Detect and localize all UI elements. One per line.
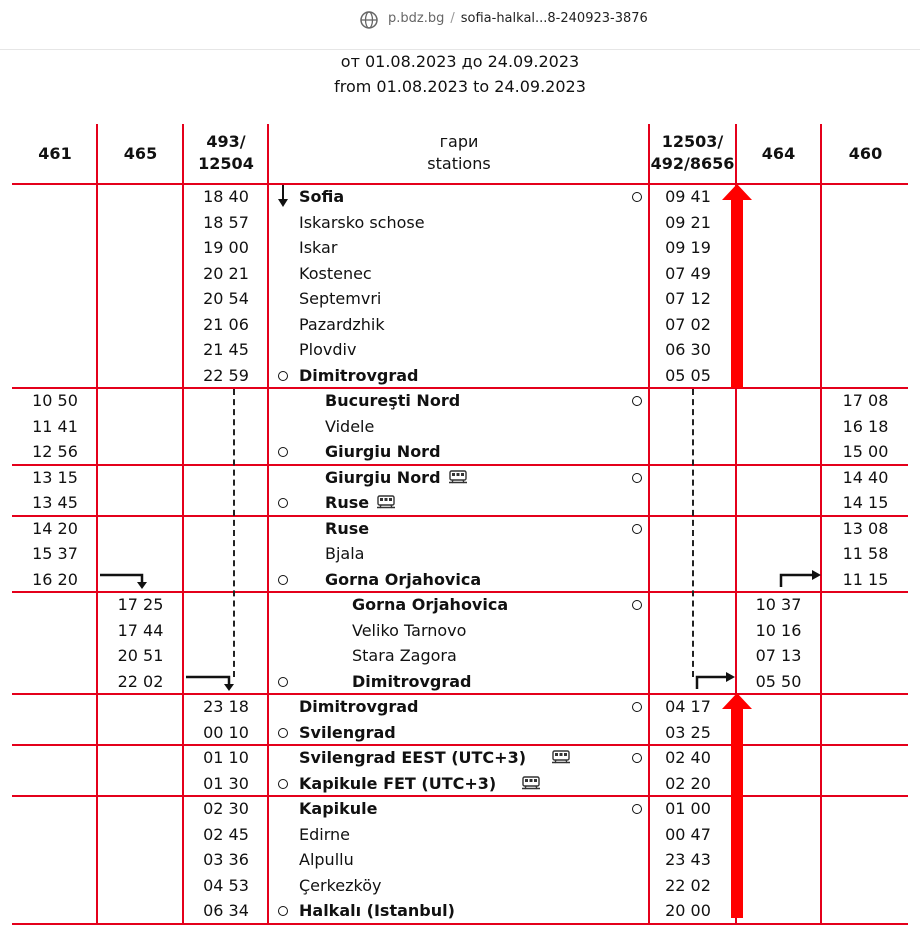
time-c464: 10 37: [755, 595, 802, 614]
station-label: Iskar: [299, 238, 338, 257]
stop-circle-icon: [278, 677, 288, 687]
down-arrow-icon: [276, 184, 290, 208]
station-name: [299, 720, 396, 745]
time-c465: 20 51: [117, 646, 164, 665]
stop-circle-icon: [632, 753, 642, 763]
dashed-connector: [233, 389, 235, 677]
train-icon: [449, 466, 467, 480]
stop-circle-icon: [632, 804, 642, 814]
url-path: sofia-halkal...8-240923-3876: [460, 11, 648, 26]
col-head-465: 465: [123, 144, 158, 163]
col-head-461: 461: [38, 144, 72, 163]
station-name: [299, 210, 425, 235]
station-name: [325, 516, 369, 541]
time-c493: 21 06: [203, 314, 249, 334]
time-c12503: 06 30: [665, 340, 711, 359]
station-name: [352, 592, 508, 617]
station-name: [352, 643, 457, 668]
dashed-connector: [692, 389, 694, 677]
stop-circle-icon: [632, 192, 642, 202]
time-c12503: 07 49: [665, 263, 711, 283]
column-rule: [267, 124, 269, 924]
time-c465: 22 02: [117, 671, 164, 691]
station-name: [299, 337, 356, 362]
station-name: [325, 439, 441, 464]
time-c493: 20 54: [203, 289, 249, 308]
time-c493: 23 18: [203, 697, 249, 716]
station-label: Gorna Orjahovica: [325, 569, 482, 589]
station-label: Dimitrovgrad: [352, 671, 472, 691]
station-label: Kapikule: [299, 799, 378, 818]
stop-circle-icon: [632, 702, 642, 712]
time-c12503: 05 05: [665, 365, 711, 385]
time-c464: 07 13: [755, 646, 802, 665]
station-name: [325, 465, 467, 490]
stop-circle-icon: [632, 524, 642, 534]
station-label: Stara Zagora: [352, 646, 457, 665]
time-c12503: 09 19: [665, 238, 711, 257]
stop-circle-icon: [632, 473, 642, 483]
time-c460: 14 15: [842, 493, 889, 512]
station-name: [325, 490, 395, 515]
time-c12503: 20 00: [665, 901, 711, 920]
row-group-rule: [12, 923, 908, 925]
time-c12503: 22 02: [665, 875, 711, 895]
col-head-stations: [270, 131, 648, 175]
time-c493: 06 34: [203, 901, 249, 920]
station-label: Alpullu: [299, 850, 354, 869]
time-c461: 14 20: [32, 518, 78, 538]
station-label: Giurgiu Nord: [325, 442, 441, 461]
col-head-stations-bg: гари: [439, 132, 479, 151]
globe-icon: [358, 9, 380, 31]
time-c493: 01 30: [203, 773, 249, 793]
time-c460: 11 15: [842, 569, 889, 589]
station-name: [325, 388, 460, 413]
time-c460: 16 18: [842, 416, 889, 436]
time-c461: 10 50: [32, 391, 78, 410]
transfer-arrow-icon: [99, 571, 149, 591]
col-head-12503-line1: 12503/: [661, 132, 724, 151]
time-c460: 14 40: [842, 467, 889, 487]
time-c493: 01 10: [203, 748, 249, 767]
station-name: [299, 771, 540, 796]
time-c493: 02 30: [203, 799, 249, 818]
station-label: Gorna Orjahovica: [352, 595, 509, 614]
station-name: [325, 567, 481, 592]
time-c12503: 07 02: [665, 314, 711, 334]
time-c12503: 07 12: [665, 289, 711, 308]
direction-arrow-icon: [721, 693, 753, 918]
time-c12503: 00 47: [665, 824, 711, 844]
stop-circle-icon: [278, 498, 288, 508]
station-label: Halkalı (Istanbul): [299, 901, 455, 920]
col-head-460: 460: [848, 144, 883, 163]
url-text[interactable]: [388, 11, 648, 26]
station-label: Dimitrovgrad: [299, 697, 419, 716]
station-label: Ruse: [325, 518, 370, 538]
station-label: Kapikule FET (UTC+3): [299, 773, 497, 793]
time-c461: 12 56: [32, 442, 78, 461]
time-c493: 02 45: [203, 824, 249, 844]
station-name: [299, 286, 381, 311]
column-rule: [648, 124, 650, 924]
station-name: [352, 669, 471, 694]
station-label: Veliko Tarnovo: [352, 620, 467, 640]
col-head-12503: [650, 131, 735, 175]
station-label: Svilengrad: [299, 722, 396, 742]
time-c493: 18 57: [203, 212, 249, 232]
time-c461: 16 20: [32, 569, 78, 589]
time-c465: 17 25: [117, 595, 164, 614]
station-name: [299, 796, 378, 821]
station-name: [299, 822, 350, 847]
stop-circle-icon: [278, 575, 288, 585]
station-label: Bjala: [325, 544, 365, 563]
time-c12503: 02 20: [665, 773, 711, 793]
column-rule: [820, 124, 822, 924]
train-icon: [377, 491, 395, 505]
station-label: Edirne: [299, 824, 350, 844]
time-c493: 21 45: [203, 340, 249, 359]
time-c493: 20 21: [203, 263, 249, 283]
time-c493: 03 36: [203, 850, 249, 869]
station-label: Ruse: [325, 493, 370, 512]
row-group-rule: [12, 515, 908, 517]
stop-circle-icon: [278, 728, 288, 738]
time-c460: 17 08: [842, 391, 889, 410]
col-head-493-line2: 12504: [198, 154, 254, 173]
station-name: [299, 745, 570, 770]
station-label: Bucureşti Nord: [325, 391, 461, 410]
row-group-rule: [12, 183, 908, 185]
time-c12503: 04 17: [665, 697, 711, 716]
col-head-stations-en: stations: [427, 154, 491, 173]
time-c12503: 09 41: [665, 187, 711, 206]
url-separator: /: [450, 11, 455, 26]
stop-circle-icon: [632, 600, 642, 610]
station-label: Pazardzhik: [299, 314, 385, 334]
column-rule: [182, 124, 184, 924]
stop-circle-icon: [278, 371, 288, 381]
col-head-493: [185, 131, 267, 175]
station-label: Svilengrad EEST (UTC+3): [299, 748, 527, 767]
time-c461: 13 15: [32, 467, 78, 487]
station-name: [325, 414, 374, 439]
station-label: Iskarsko schose: [299, 212, 425, 232]
stop-circle-icon: [632, 396, 642, 406]
station-name: [299, 261, 372, 286]
transfer-arrow-icon: [694, 672, 738, 690]
stop-circle-icon: [278, 779, 288, 789]
time-c12503: 09 21: [665, 212, 711, 232]
validity-en: from 01.08.2023 to 24.09.2023: [334, 77, 586, 96]
station-name: [352, 618, 466, 643]
url-domain: p.bdz.bg: [388, 11, 445, 26]
time-c493: 18 40: [203, 187, 249, 206]
time-c464: 05 50: [755, 671, 802, 691]
time-c460: 11 58: [842, 544, 889, 563]
time-c12503: 02 40: [665, 748, 711, 767]
station-name: [325, 541, 364, 566]
train-icon: [522, 772, 540, 786]
validity-bg: от 01.08.2023 до 24.09.2023: [340, 52, 580, 71]
time-c493: 19 00: [203, 238, 249, 257]
time-c493: 04 53: [203, 875, 249, 895]
station-name: [299, 873, 381, 898]
station-label: Çerkezköy: [299, 875, 382, 895]
time-c461: 13 45: [32, 493, 78, 512]
time-c460: 15 00: [842, 442, 889, 461]
time-c461: 11 41: [32, 416, 78, 436]
time-c12503: 03 25: [665, 722, 711, 742]
station-name: [299, 235, 337, 260]
time-c493: 22 59: [203, 365, 249, 385]
time-c464: 10 16: [755, 620, 802, 640]
transfer-arrow-icon: [185, 673, 235, 693]
time-c12503: 01 00: [665, 799, 711, 818]
station-label: Videle: [325, 416, 375, 436]
time-c493: 00 10: [203, 722, 249, 742]
time-c461: 15 37: [32, 544, 78, 563]
time-c460: 13 08: [842, 518, 889, 538]
station-label: Dimitrovgrad: [299, 365, 419, 385]
station-name: [299, 898, 455, 923]
col-head-12503-line2: 492/8656: [650, 154, 735, 173]
station-name: [299, 363, 418, 388]
column-rule: [96, 124, 98, 924]
station-label: Septemvri: [299, 289, 382, 308]
browser-address-bar: [0, 0, 920, 50]
direction-arrow-icon: [721, 184, 753, 388]
stop-circle-icon: [278, 906, 288, 916]
col-head-493-line1: 493/: [206, 132, 246, 151]
station-label: Plovdiv: [299, 340, 357, 359]
stop-circle-icon: [278, 447, 288, 457]
station-label: Kostenec: [299, 263, 372, 283]
col-head-464: 464: [761, 144, 796, 163]
station-name: [299, 312, 385, 337]
time-c465: 17 44: [117, 620, 164, 640]
station-label: Sofia: [299, 187, 345, 206]
station-label: Giurgiu Nord: [325, 467, 441, 487]
transfer-arrow-icon: [778, 570, 822, 588]
station-name: [299, 694, 418, 719]
time-c12503: 23 43: [665, 850, 711, 869]
station-name: [299, 184, 344, 209]
train-icon: [552, 746, 570, 760]
station-name: [299, 847, 354, 872]
